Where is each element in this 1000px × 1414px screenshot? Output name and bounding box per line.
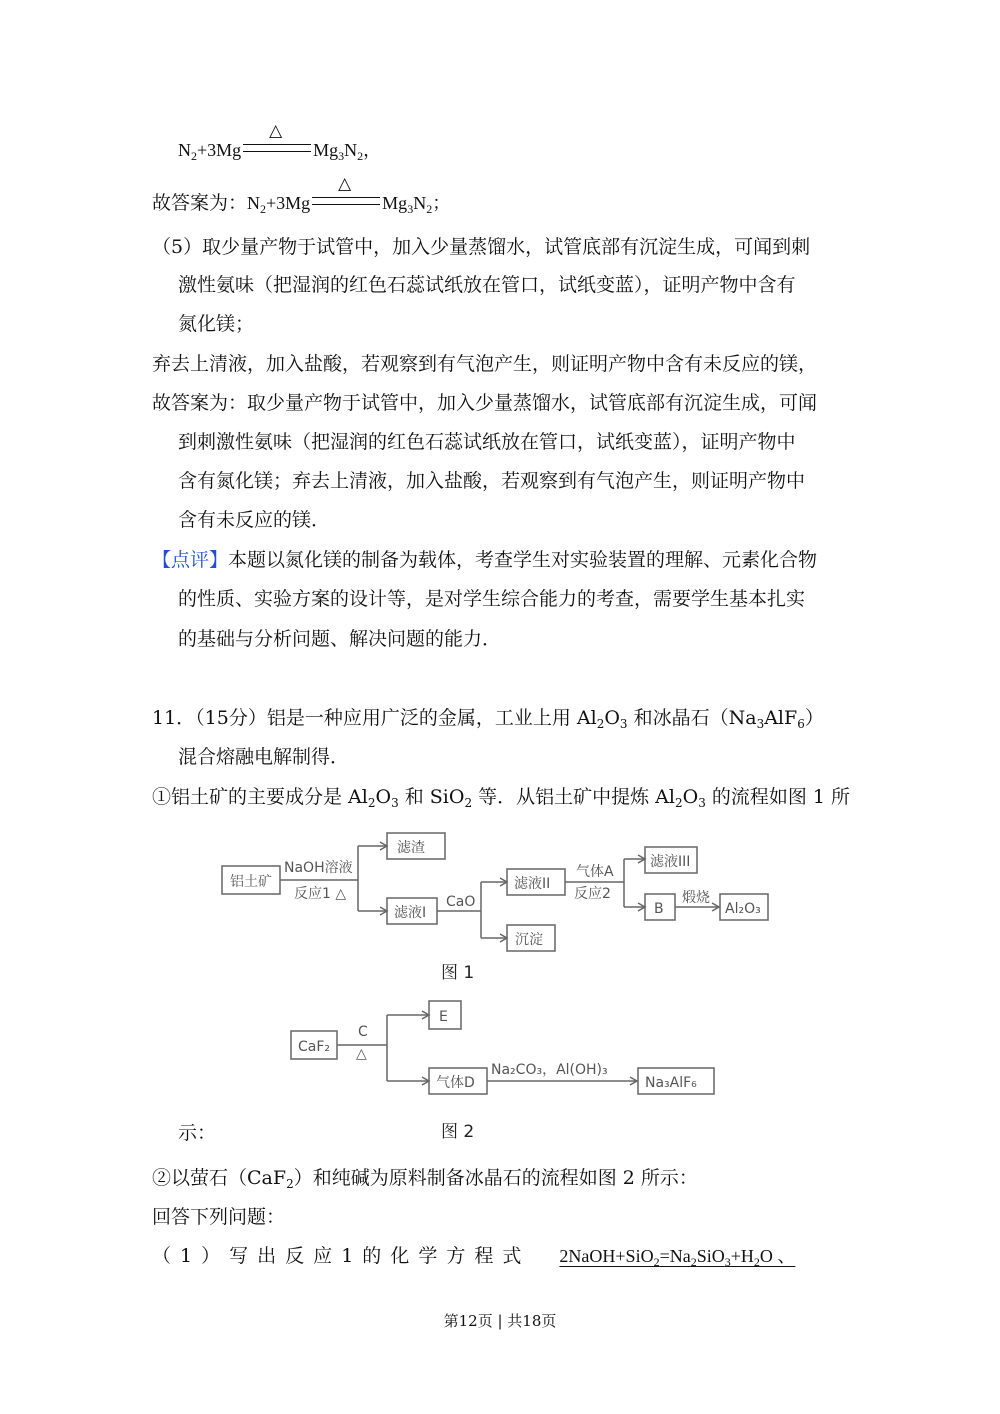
label-gas-a: 气体A [576,864,614,880]
q11-line6: 回答下列问题： [152,1206,286,1228]
node-b: B [654,901,664,917]
q11-line4: 示： [178,1122,217,1144]
node-al2o3: Al₂O₃ [725,901,761,917]
node-filtrate3: 滤液III [650,854,691,870]
q11-line2: 混合熔融电解制得． [178,746,350,768]
figure2-caption: 图 2 [441,1122,475,1142]
node-na3alf6: Na₃AlF₆ [645,1075,697,1091]
review-line3: 的基础与分析问题、解决问题的能力． [178,628,502,650]
part5-line4: 弃去上清液，加入盐酸，若观察到有气泡产生，则证明产物中含有未反应的镁， [152,353,818,375]
node-filtrate2: 滤液II [514,876,551,892]
page-footer: 第12页 | 共18页 [443,1312,557,1330]
part5-line1: （5）取少量产物于试管中，加入少量蒸馏水，试管底部有沉淀生成，可闻到刺 [152,236,811,258]
part5-line2: 激性氨味（把湿润的红色石蕊试纸放在管口，试纸变蓝），证明产物中含有 [178,274,796,296]
node-gas-d: 气体D [436,1075,475,1091]
answer-line4: 含有未反应的镁． [178,509,331,531]
heat-symbol: △ [338,174,352,193]
q11-line5: ②以萤石（CaF$_2$）和纯碱为原料制备冰晶石的流程如图 2 所示： [152,1167,698,1191]
node-caf2: CaF₂ [298,1039,331,1055]
label-naoh: NaOH溶液 [284,860,353,876]
answer-line2: 到刺激性氨味（把湿润的红色石蕊试纸放在管口，试纸变蓝），证明产物中 [178,431,796,453]
review-tag: 【点评】 [152,549,229,571]
equation-2: 故答案为：$N_2+3Mg$ △ $Mg_3N_2$； [152,174,451,216]
review-line2: 的性质、实验方案的设计等，是对学生综合能力的考查，需要学生基本扎实 [178,588,806,610]
label-heat: △ [356,1046,367,1062]
label-c: C [358,1024,368,1040]
q11-line1: 11．（15分）铝是一种应用广泛的金属，工业上用 $Al_2O_3$ 和冰晶石$(Na_3AlF_6)$ [152,707,824,731]
node-precipitate: 沉淀 [515,932,543,948]
review-line1: 【点评】本题以氮化镁的制备为载体，考查学生对实验装置的理解、元素化合物 [152,549,818,571]
heat-symbol: △ [269,121,283,140]
label-calcine: 煅烧 [682,890,710,906]
answer-equation: $2NaOH+SiO_2=Na_2SiO_3+H_2O$ 、 [559,1246,796,1269]
node-filtrate1: 滤液I [394,905,427,921]
figure1-caption: 图 1 [441,963,475,983]
label-reaction2: 反应2 [574,886,611,902]
q11-line3: ①铝土矿的主要成分是 $Al_2O_3$ 和 SiO$_2$ 等．从铝土矿中提炼 $Al_2O_3$ 的流程如图 1 所 [152,786,851,810]
q11-part1: （1）写出反应1的化学方程式 $2NaOH+SiO_2=Na_2SiO_3+H_2O$ 、 [152,1245,796,1269]
answer-line3: 含有氮化镁；弃去上清液，加入盐酸，若观察到有气泡产生，则证明产物中 [178,470,806,492]
part5-line3: 氮化镁； [178,313,255,335]
label-cao: CaO [446,894,476,910]
equation-1: $N_2+3Mg$ △ $Mg_3N_2$， [178,121,382,163]
node-ore: 铝土矿 [230,874,272,890]
node-residue: 滤渣 [397,840,425,856]
label-reagents: Na₂CO₃，Al(OH)₃ [491,1062,608,1078]
label-reaction1: 反应1 △ [294,886,347,902]
node-e: E [439,1009,448,1025]
answer-line1: 故答案为：取少量产物于试管中，加入少量蒸馏水，试管底部有沉淀生成，可闻 [152,392,818,414]
